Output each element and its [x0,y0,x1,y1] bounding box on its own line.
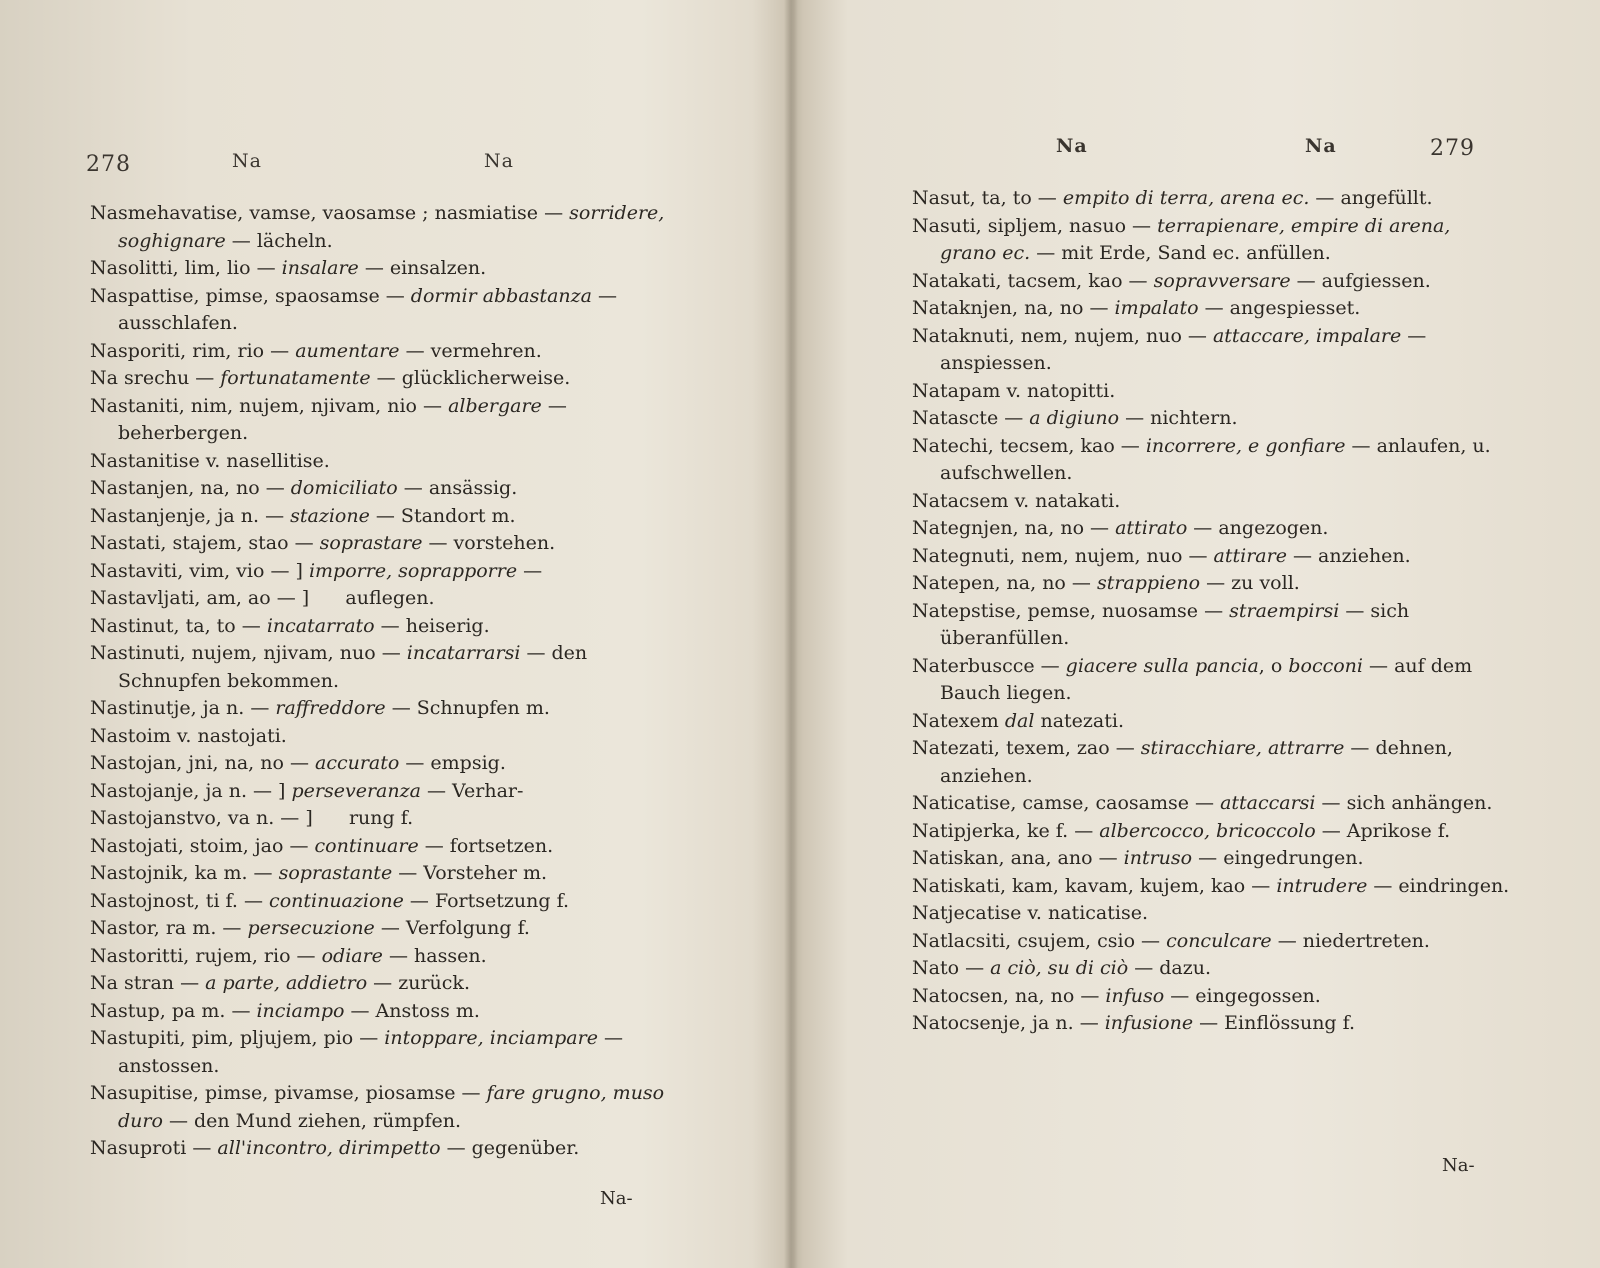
entry-text [912,955,1512,983]
entry-german-gloss: — eindringen. [1367,874,1510,897]
entry-head: Nastoim v. nastojati. [90,724,287,747]
entry-text [90,613,670,641]
entry-italian-gloss: incatarrarsi [406,642,521,664]
entry-head: Naterbuscce — [912,654,1066,677]
entry-text [90,1080,670,1135]
dictionary-entries [912,185,1512,1038]
entry-text [90,558,670,586]
entry-text [90,998,670,1026]
entry-head: Nasmehavatise, vamse, vaosamse ; nasmiatise — [90,202,570,224]
dictionary-entry [90,640,670,695]
entry-head: Nasolitti, lim, lio — [90,257,282,279]
entry-german-gloss: — dazu. [1128,957,1212,979]
entry-italian-gloss: incatarrato [266,614,375,637]
entry-italian-gloss: strappieno [1096,572,1201,594]
dictionary-entry [90,943,670,971]
entry-italian-gloss: attirare [1213,544,1287,567]
entry-italian-gloss: accurato [315,752,400,774]
dictionary-entry [912,295,1512,323]
dictionary-entry [912,900,1512,928]
dictionary-entry [912,323,1512,378]
entry-head: Natlacsiti, csujem, csio — [912,929,1167,952]
dictionary-entry [90,503,670,531]
dictionary-entry [912,955,1512,983]
entry-italian-gloss: imporre, soprapporre [308,559,518,582]
dictionary-entry [90,448,670,476]
entry-head: Nastojnost, ti f. — [90,889,270,912]
entry-italian-gloss: domiciliato [290,477,398,499]
entry-text [90,833,670,861]
entry-head: Nataknjen, na, no — [912,297,1115,319]
entry-head: Nastati, stajem, stao — [90,532,320,554]
dictionary-entry [912,928,1512,956]
entry-head: Nasut, ta, to — [912,187,1063,209]
dictionary-entry [90,1080,670,1135]
entry-head: Nategnjen, na, no — [912,517,1116,539]
entry-head: Nastavljati, am, ao — ] auflegen. [90,587,435,609]
dictionary-entry [90,365,670,393]
entry-italian-gloss: infuso [1105,984,1165,1007]
dictionary-entry [912,873,1512,901]
dictionary-entry [912,543,1512,571]
entry-head: Natechi, tecsem, kao — [912,434,1146,457]
entry-italian-gloss: attaccare, impalare [1212,324,1402,347]
entry-text [912,598,1512,653]
entry-italian-gloss: all'incontro, dirimpetto [217,1137,441,1159]
entry-head: Nastinuti, nujem, njivam, nuo — [90,642,407,664]
entry-text [90,365,670,393]
entry-head: Natiskan, ana, ano — [912,847,1124,869]
dictionary-entry [90,778,670,806]
entry-head: Nastojanje, ja n. — ] [90,779,292,802]
entry-german-gloss: — auf dem Bauch liegen. [940,654,1479,704]
dictionary-entry [912,735,1512,790]
entry-head: Nasuproti — [90,1137,218,1159]
dictionary-entry [90,283,670,338]
entry-italian-gloss: intruso [1123,847,1193,869]
catchword: Na- [1442,1155,1475,1176]
dictionary-entry [90,200,670,255]
entry-german-gloss: — [517,559,543,582]
dictionary-entry [90,695,670,723]
entry-text [912,405,1512,433]
entry-german-gloss: — Einflössung f. [1193,1012,1356,1034]
entry-head: Natascte — [912,407,1030,429]
entry-german-gloss: — Verfolgung f. [374,917,530,939]
entry-head: Nasupitise, pimse, pivamse, piosamse — [90,1082,487,1104]
entry-text [90,1025,670,1080]
entry-german-gloss: — anziehen. [1286,544,1411,567]
entry-text [90,805,670,833]
dictionary-entry [90,888,670,916]
entry-text [90,860,670,888]
entry-italian-gloss: a parte, addietro [205,972,368,994]
dictionary-entry [90,530,670,558]
entry-text [912,268,1512,296]
entry-head: Nastor, ra m. — [90,917,248,939]
entry-text [912,790,1512,818]
dictionary-entry [912,488,1512,516]
dictionary-entry [912,378,1512,406]
entry-german-gloss: — anspiessen. [940,324,1433,374]
entry-text [912,735,1512,790]
entry-italian-gloss: stiracchiare, attrarre [1140,737,1345,759]
entry-italian-gloss: perseveranza [291,779,421,802]
entry-italian-gloss: sorridere, soghignare [118,202,671,252]
entry-italian-gloss: giacere sulla pancia [1065,654,1259,677]
entry-head: Natocsen, na, no — [912,984,1106,1007]
entry-head: Nataknuti, nem, nujem, nuo — [912,324,1213,347]
dictionary-entry [90,475,670,503]
dictionary-entry [90,833,670,861]
entry-german-gloss: — Aprikose f. [1315,819,1451,842]
entry-head: Nastoritti, rujem, rio — [90,944,322,967]
entry-head: Na srechu — [90,367,221,389]
left-page [0,0,790,1268]
entry-head: Nastaviti, vim, vio — ] [90,559,309,582]
entry-text [912,515,1512,543]
entry-text [912,295,1512,323]
entry-text [912,845,1512,873]
entry-italian-gloss: conculcare [1166,929,1272,952]
entry-german-gloss: — eingegossen. [1164,984,1321,1007]
entry-german-gloss: — vorstehen. [422,532,556,554]
dictionary-entry [912,653,1512,708]
entry-italian-gloss: fare grugno, muso duro [118,1082,671,1132]
entry-german-gloss: — eingedrungen. [1192,847,1364,869]
entry-german-gloss: — zurück. [367,972,470,994]
entry-text [90,750,670,778]
entry-text [90,1135,670,1163]
entry-italian-gloss: insalare [281,257,359,279]
entry-italian-gloss: straempirsi [1229,599,1340,622]
entry-italian-gloss: empito di terra, arena ec. [1062,187,1310,209]
entry-head: Natexem [912,709,1005,732]
entry-text [90,283,670,338]
entry-head: Nato — [912,957,991,979]
entry-italian-gloss: intoppare, inciampare [384,1027,598,1049]
entry-head: Nastanjenje, ja n. — [90,504,291,527]
entry-italian-gloss: albercocco, bricoccolo [1099,819,1316,842]
right-page [800,0,1600,1268]
entry-german-gloss: — aufgiessen. [1290,269,1431,292]
entry-text [912,488,1512,516]
entry-italian-gloss: dal [1004,709,1035,732]
entry-text [90,448,670,476]
entry-italian-gloss: raffreddore [275,697,386,719]
entry-german-gloss: — beherbergen. [118,394,573,444]
entry-head: Natepen, na, no — [912,572,1097,594]
entry-italian-gloss: attirato [1115,517,1188,539]
entry-german-gloss: — glücklicherweise. [370,367,571,389]
entry-head: Nastinutje, ja n. — [90,697,276,719]
entry-head: Natezati, texem, zao — [912,737,1141,759]
entry-head: Natacsem v. natakati. [912,489,1121,512]
dictionary-entry [912,845,1512,873]
entry-head: Natipjerka, ke f. — [912,819,1100,842]
dictionary-entry [90,723,670,751]
entry-head: Naspattise, pimse, spaosamse — [90,284,411,307]
dictionary-entry [90,613,670,641]
entry-german-gloss: — nichtern. [1119,407,1238,429]
entry-italian-gloss: intrudere [1276,874,1368,897]
entry-german-gloss: — einsalzen. [358,257,487,279]
entry-text [90,585,670,613]
dictionary-entry [912,1010,1512,1038]
entry-text [90,640,670,695]
entry-text [912,1010,1512,1038]
entry-head: Nastanjen, na, no — [90,477,291,499]
entry-german-gloss: — Vorsteher m. [392,862,548,884]
entry-italian-gloss: attaccarsi [1220,792,1316,814]
entry-italian-gloss: a ciò, su di ciò [990,957,1129,979]
entry-text [90,530,670,558]
dictionary-entry [912,708,1512,736]
entry-german-gloss: — den Mund ziehen, rümpfen. [162,1109,461,1132]
entry-text [912,323,1512,378]
entry-text [912,873,1512,901]
dictionary-entry [90,1135,670,1163]
dictionary-entry [912,790,1512,818]
entry-text [90,943,670,971]
entry-text [90,393,670,448]
dictionary-entry [90,558,670,586]
entry-german-gloss: , o [1258,654,1289,677]
entry-italian-gloss: dormir abbastanza [410,284,592,307]
dictionary-entry [90,393,670,448]
entry-head: Nategnuti, nem, nujem, nuo — [912,544,1214,567]
entry-italian-gloss: a digiuno [1029,407,1120,429]
entry-text [912,185,1512,213]
dictionary-entry [90,255,670,283]
entry-text [912,708,1512,736]
dictionary-entry [912,268,1512,296]
dictionary-entry [912,405,1512,433]
entry-head: Natjecatise v. naticatise. [912,902,1148,924]
entry-head: Naticatise, camse, caosamse — [912,792,1221,814]
entry-text [90,503,670,531]
entry-german-gloss: — angezogen. [1187,517,1329,539]
dictionary-entry [90,860,670,888]
entry-text [912,928,1512,956]
dictionary-entry [912,433,1512,488]
entry-text [912,653,1512,708]
entry-head: Nastojati, stoim, jao — [90,834,315,857]
entry-german-gloss: — niedertreten. [1271,929,1430,952]
entry-head: Nastup, pa m. — [90,999,257,1022]
dictionary-entry [90,338,670,366]
entry-german-gloss: — Schnupfen m. [385,697,550,719]
entry-italian-gloss: stazione [290,504,370,527]
entry-german-gloss: — sich überanfüllen. [940,599,1416,649]
dictionary-entry [912,598,1512,653]
entry-text [90,695,670,723]
running-head-right: Na [484,150,514,172]
catchword: Na- [600,1188,633,1209]
entry-german-gloss: — empsig. [399,752,506,774]
entry-head: Nastojanstvo, va n. — ] rung f. [90,807,414,829]
entry-text [90,778,670,806]
entry-german-gloss: — heiserig. [374,614,490,637]
entry-text [912,378,1512,406]
entry-german-gloss: — mit Erde, Sand ec. anfüllen. [1030,242,1331,264]
entry-text [90,338,670,366]
entry-text [912,900,1512,928]
entry-head: Nastinut, ta, to — [90,614,267,637]
entry-german-gloss: — anlaufen, u. aufschwellen. [940,434,1497,484]
entry-text [90,915,670,943]
dictionary-entry [912,515,1512,543]
entry-italian-gloss: impalato [1114,297,1199,319]
page-number: 279 [1430,136,1475,161]
dictionary-entry [912,185,1512,213]
entry-head: Natakati, tacsem, kao — [912,269,1154,292]
entry-text [912,433,1512,488]
dictionary-entry [90,750,670,778]
entry-italian-gloss: continuazione [269,889,404,912]
entry-german-gloss: — lächeln. [225,229,333,252]
entry-german-gloss: — vermehren. [399,339,542,362]
entry-text [90,200,670,255]
entry-head: Natocsenje, ja n. — [912,1012,1105,1034]
entry-german-gloss: — sich anhängen. [1315,792,1493,814]
entry-german-gloss: — angespiesset. [1198,297,1361,319]
entry-italian-gloss: infusione [1104,1012,1194,1034]
entry-german-gloss: — anstossen. [118,1027,630,1077]
entry-italian-gloss: incorrere, e gonfiare [1145,434,1346,457]
dictionary-entry [912,983,1512,1011]
entry-text [90,888,670,916]
entry-italian-gloss: continuare [314,834,419,857]
entry-german-gloss: — Anstoss m. [344,999,480,1022]
dictionary-entry [90,915,670,943]
entry-german-gloss: — hassen. [382,944,487,967]
entry-head: Nastanitise v. nasellitise. [90,449,330,472]
entry-german-gloss: — angefüllt. [1309,187,1433,209]
entry-german-gloss: — den Schnupfen bekommen. [118,642,594,692]
dictionary-entries [90,200,670,1163]
entry-head: Nasporiti, rim, rio — [90,339,296,362]
entry-head: Natepstise, pemse, nuosamse — [912,599,1230,622]
entry-german-gloss: — gegenüber. [440,1137,580,1159]
entry-italian-gloss: soprastare [319,532,423,554]
entry-german-gloss: — Fortsetzung f. [403,889,569,912]
entry-head: Nastojnik, ka m. — [90,862,279,884]
entry-text [90,723,670,751]
entry-italian-gloss: bocconi [1288,654,1363,677]
entry-head: Nastojan, jni, na, no — [90,752,315,774]
running-head-right: Na [1305,135,1337,157]
dictionary-entry [90,1025,670,1080]
entry-text [912,213,1512,268]
dictionary-entry [90,970,670,998]
dictionary-entry [90,585,670,613]
entry-italian-gloss: fortunatamente [220,367,371,389]
entry-text [912,983,1512,1011]
entry-text [912,570,1512,598]
dictionary-entry [912,213,1512,268]
entry-italian-gloss: inciampo [256,999,345,1022]
entry-italian-gloss: soprastante [278,862,393,884]
entry-german-gloss: — zu voll. [1200,572,1300,594]
dictionary-entry [912,570,1512,598]
entry-head: Na stran — [90,972,206,994]
entry-german-gloss: — dehnen, anziehen. [940,737,1459,787]
entry-text [912,543,1512,571]
entry-german-gloss: natezati. [1034,709,1125,732]
dictionary-entry [90,805,670,833]
entry-italian-gloss: albergare [448,394,542,417]
running-head-left: Na [232,150,262,172]
entry-italian-gloss: persecuzione [247,917,375,939]
entry-head: Nastupiti, pim, pljujem, pio — [90,1027,385,1049]
entry-text [90,475,670,503]
dictionary-entry [912,818,1512,846]
entry-italian-gloss: terrapienare, empire di arena, grano ec. [940,214,1457,264]
entry-german-gloss: — fortsetzen. [418,834,554,857]
entry-head: Natapam v. natopitti. [912,379,1116,402]
entry-text [90,970,670,998]
entry-german-gloss: — Verhar- [420,779,524,802]
entry-text [90,255,670,283]
page-number: 278 [86,152,131,177]
entry-italian-gloss: odiare [321,944,383,967]
entry-head: Nastaniti, nim, nujem, njivam, nio — [90,394,449,417]
entry-text [912,818,1512,846]
entry-german-gloss: — ausschlafen. [118,284,624,334]
entry-italian-gloss: aumentare [295,339,400,362]
entry-head: Natiskati, kam, kavam, kujem, kao — [912,874,1277,897]
entry-german-gloss: — ansässig. [397,477,518,499]
dictionary-entry [90,998,670,1026]
running-head-left: Na [1056,135,1088,157]
entry-italian-gloss: sopravversare [1153,269,1291,292]
entry-head: Nasuti, sipljem, nasuo — [912,214,1158,237]
entry-german-gloss: — Standort m. [369,504,516,527]
